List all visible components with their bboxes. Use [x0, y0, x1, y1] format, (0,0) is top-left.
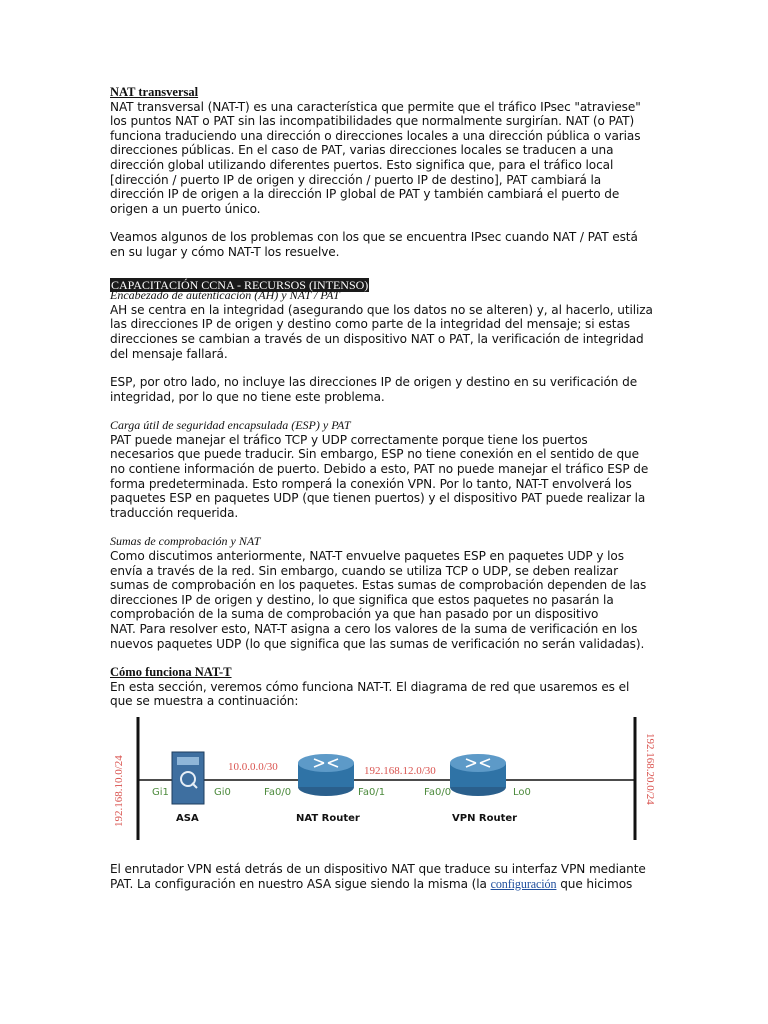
- port-fa01-label: Fa0/1: [358, 786, 386, 798]
- text-line: nuevos paquetes UDP (lo que significa que las sumas de verificación no serán validadas).: [110, 636, 645, 651]
- port-lo0-label: Lo0: [513, 786, 531, 798]
- port-fa00-nat-label: Fa0/0: [264, 786, 292, 798]
- text-line: forma predeterminada. Esto romperá la conexión VPN. Por lo tanto, NAT-T envolverá los: [110, 476, 632, 491]
- paragraph-esp: [110, 375, 658, 404]
- link1-subnet-label: 10.0.0.0/30: [228, 760, 278, 773]
- text-line: AH se centra en la integridad (asegurando que los datos no se alteren) y, al hacerlo, utiliza: [110, 302, 653, 317]
- configuration-link[interactable]: configuración: [490, 876, 557, 891]
- text-line: NAT. Para resolver esto, NAT-T asigna a cero los valores de la suma de verificación en los: [110, 622, 638, 636]
- text-line: integridad, por lo que no tiene este problema.: [110, 389, 385, 404]
- text-line: los puntos NAT o PAT sin las incompatibilidades que normalmente surgirían. NAT (o PAT): [110, 114, 635, 129]
- text-fragment: PAT. La configuración en nuestro ASA sigue siendo la misma (la: [110, 876, 491, 891]
- vpn-router-label: VPN Router: [452, 812, 518, 824]
- document-page: [110, 85, 658, 891]
- text-line: sumas de comprobación en los paquetes. Estas sumas de comprobación dependen de las: [110, 578, 647, 593]
- right-network-label: 192.168.20.0/24: [644, 732, 656, 805]
- network-diagram: [110, 715, 658, 840]
- section-heading-nat-transversal: NAT transversal: [110, 85, 199, 99]
- text-line: traducción requerida.: [110, 505, 239, 520]
- text-line: direcciones se cambian a través de un dispositivo NAT o PAT, la verificación de integridad: [110, 331, 644, 346]
- text-line: origen a un puerto único.: [110, 201, 261, 216]
- text-line: Como discutimos anteriormente, NAT-T envuelve paquetes ESP en paquetes UDP y los: [110, 549, 624, 564]
- paragraph-checksums: [110, 549, 658, 651]
- text-fragment: que hicimos: [556, 876, 633, 891]
- text-line: PAT puede manejar el tráfico TCP y UDP correctamente porque tiene los puertos: [110, 432, 588, 447]
- text-line: envía a través de la red. Sin embargo, cuando se utiliza TCP o UDP, se deben realizar: [110, 563, 618, 578]
- paragraph-how-intro: [110, 680, 658, 709]
- text-line: necesarios que puede traducir. Sin embargo, ESP no tiene conexión en el sentido de que: [110, 447, 639, 462]
- text-line: funciona traduciendo una dirección o direcciones locales a una dirección pública o varias: [110, 128, 641, 143]
- vpn-router-icon: [450, 754, 506, 796]
- text-line: las direcciones IP de origen y destino como parte de la integridad del mensaje; si estas: [110, 317, 630, 332]
- asa-label: ASA: [176, 812, 199, 824]
- paragraph-nat-intro: [110, 100, 658, 217]
- text-line: que se muestra a continuación:: [110, 694, 299, 709]
- port-gi1-label: Gi1: [152, 786, 169, 798]
- port-gi0-label: Gi0: [214, 786, 231, 798]
- text-line: en su lugar y cómo NAT-T los resuelve.: [110, 244, 340, 259]
- text-line: del mensaje fallará.: [110, 346, 228, 361]
- text-line: ESP, por otro lado, no incluye las direcciones IP de origen y destino en su verificación de: [110, 375, 638, 390]
- asa-firewall-icon: [172, 752, 204, 804]
- nat-router-label: NAT Router: [296, 812, 360, 824]
- left-network-label: 192.168.10.0/24: [113, 755, 125, 827]
- link2-subnet-label: 192.168.12.0/30: [364, 764, 436, 777]
- paragraph-ah: [110, 303, 658, 361]
- text-line: no contiene información de puerto. Debido a esto, PAT no puede manejar el tráfico ESP de: [110, 462, 649, 477]
- text-line: El enrutador VPN está detrás de un dispositivo NAT que traduce su interfaz VPN mediante: [110, 861, 646, 876]
- text-line: dirección IP de origen a la dirección IP global de PAT y también cambiará el puerto de: [110, 187, 620, 202]
- ccna-training-banner[interactable]: CAPACITACIÓN CCNA - RECURSOS (INTENSO): [111, 277, 369, 292]
- nat-router-icon: [298, 754, 354, 796]
- text-line: comprobación de la suma de comprobación ya que han pasado por un dispositivo: [110, 607, 599, 622]
- text-line: dirección global utilizando diferentes puertos. Esto significa que, para el tráfico local: [110, 157, 614, 172]
- section-heading-checksums: Sumas de comprobación y NAT: [110, 534, 261, 549]
- text-line: NAT transversal (NAT-T) es una característica que permite que el tráfico IPsec "atraviese": [110, 99, 641, 114]
- text-line: Veamos algunos de los problemas con los que se encuentra IPsec cuando NAT / PAT está: [110, 230, 638, 245]
- text-line-with-link: [110, 877, 658, 892]
- text-line: En esta sección, veremos cómo funciona NAT-T. El diagrama de red que usaremos es el: [110, 679, 630, 694]
- section-heading-how-nat-t-works: Cómo funciona NAT-T: [110, 665, 232, 680]
- text-line: direcciones públicas. En el caso de PAT, varias direcciones locales se traducen a una: [110, 143, 614, 158]
- port-fa00-vpn-label: Fa0/0: [424, 786, 452, 798]
- text-line: [dirección / puerto IP de origen y dirección / puerto IP de destino], PAT cambiará la: [110, 172, 602, 187]
- text-line: paquetes ESP en paquetes UDP (que tienen puertos) y el dispositivo PAT puede realizar la: [110, 491, 646, 506]
- paragraph-esp-pat: [110, 433, 658, 521]
- text-line: direcciones IP de origen y destino, lo que significa que estos paquetes no pasarán la: [110, 592, 614, 607]
- paragraph-vpn-router: [110, 862, 658, 891]
- section-heading-ah: Encabezado de autenticación (AH) y NAT / PAT: [110, 288, 340, 303]
- section-heading-esp-pat: Carga útil de seguridad encapsulada (ESP) y PAT: [110, 418, 351, 433]
- paragraph-problems: [110, 230, 658, 259]
